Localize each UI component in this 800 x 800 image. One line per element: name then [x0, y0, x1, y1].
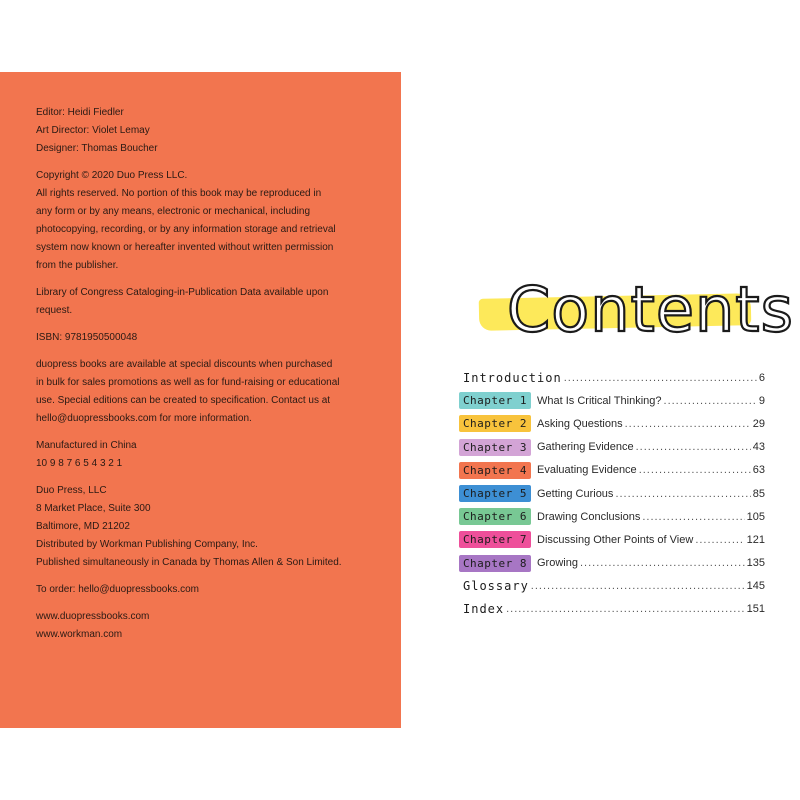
chapter-chip: Chapter 1 [459, 392, 531, 409]
dot-leader [615, 488, 750, 500]
chapter-title: Gathering Evidence [537, 441, 634, 454]
publisher-address [36, 482, 381, 572]
chapter-chip: Chapter 3 [459, 439, 531, 456]
page-number: 121 [746, 533, 765, 546]
page-number: 105 [746, 510, 765, 523]
chapter-title: Discussing Other Points of View [537, 533, 694, 546]
page-number: 135 [746, 557, 765, 570]
page-number: 85 [752, 487, 765, 500]
toc-row [459, 598, 765, 621]
print-line: 10 9 8 7 6 5 4 3 2 1 [36, 458, 123, 469]
isbn [36, 329, 381, 347]
section-label: Glossary [463, 579, 529, 594]
page-number: 43 [752, 441, 765, 454]
editor-credit: Editor: Heidi Fiedler [36, 107, 124, 118]
page-number: 29 [752, 417, 765, 430]
websites [36, 608, 381, 644]
copyright-line: from the publisher. [36, 260, 119, 271]
address-line: Published simultaneously in Canada by Thomas Allen & Son Limited. [36, 557, 342, 568]
dot-leader [580, 557, 745, 569]
cataloging-line: Library of Congress Cataloging-in-Publication Data available upon [36, 287, 329, 298]
toc-row [459, 436, 765, 459]
dot-leader [506, 603, 745, 615]
sales-line: duopress books are available at special discounts when purchased [36, 359, 333, 370]
address-line: Distributed by Workman Publishing Company, Inc. [36, 539, 258, 550]
page-number: 145 [746, 580, 765, 593]
website-link: www.workman.com [36, 629, 123, 640]
isbn-line: ISBN: 9781950500048 [36, 332, 138, 343]
dot-leader [564, 372, 757, 384]
toc-row [459, 528, 765, 551]
address-line: 8 Market Place, Suite 300 [36, 503, 151, 514]
copyright-line: Copyright © 2020 Duo Press LLC. [36, 170, 188, 181]
page-number: 63 [752, 464, 765, 477]
sales-line: hello@duopressbooks.com for more information. [36, 413, 252, 424]
chapter-chip: Chapter 2 [459, 415, 531, 432]
sales-line: use. Special editions can be created to specification. Contact us at [36, 395, 331, 406]
toc-row [459, 552, 765, 575]
page-title: Contents [507, 273, 794, 346]
chapter-chip: Chapter 4 [459, 462, 531, 479]
section-label: Introduction [463, 370, 562, 385]
chapter-chip: Chapter 5 [459, 485, 531, 502]
copyright-line: All rights reserved. No portion of this book may be reproduced in [36, 188, 322, 199]
dot-leader [695, 534, 744, 546]
copyright-line: system now known or hereafter invented without written permission [36, 242, 334, 253]
chapter-title: Growing [537, 557, 578, 570]
copyright-line: any form or by any means, electronic or mechanical, including [36, 206, 311, 217]
chapter-chip: Chapter 7 [459, 531, 531, 548]
table-of-contents [459, 366, 765, 621]
dot-leader [625, 418, 751, 430]
toc-row [459, 505, 765, 528]
contents-heading [473, 270, 794, 350]
cataloging-notice [36, 284, 381, 320]
chapter-title: Getting Curious [537, 487, 614, 500]
chapter-title: Drawing Conclusions [537, 510, 641, 523]
dot-leader [636, 441, 751, 453]
chapter-chip: Chapter 6 [459, 508, 531, 525]
contents-page [401, 0, 800, 800]
credits-block [36, 104, 381, 653]
dot-leader [664, 395, 757, 407]
dot-leader [639, 464, 751, 476]
toc-row [459, 575, 765, 598]
toc-row [459, 366, 765, 389]
dot-leader [531, 580, 745, 592]
toc-row [459, 412, 765, 435]
chapter-title: What Is Critical Thinking? [537, 394, 662, 407]
copyright-line: photocopying, recording, or by any information storage and retrieval [36, 224, 336, 235]
toc-row [459, 389, 765, 412]
order-info [36, 581, 381, 599]
art-director-credit: Art Director: Violet Lemay [36, 125, 150, 136]
website-link: www.duopressbooks.com [36, 611, 150, 622]
manufactured-line: Manufactured in China [36, 440, 137, 451]
chapter-chip: Chapter 8 [459, 555, 531, 572]
manufacturing-info [36, 437, 381, 473]
cataloging-line: request. [36, 305, 73, 316]
address-line: Baltimore, MD 21202 [36, 521, 130, 532]
copyright-page [0, 72, 401, 728]
order-line: To order: hello@duopressbooks.com [36, 584, 200, 595]
chapter-title: Asking Questions [537, 417, 623, 430]
page-number: 151 [746, 603, 765, 616]
toc-row [459, 482, 765, 505]
dot-leader [642, 511, 744, 523]
chapter-title: Evaluating Evidence [537, 464, 637, 477]
page-number: 6 [758, 371, 765, 384]
special-sales-notice [36, 356, 381, 428]
copyright-notice [36, 167, 381, 275]
sales-line: in bulk for sales promotions as well as for fund-raising or educational [36, 377, 340, 388]
staff-credits [36, 104, 381, 158]
designer-credit: Designer: Thomas Boucher [36, 143, 158, 154]
toc-row [459, 459, 765, 482]
address-line: Duo Press, LLC [36, 485, 107, 496]
section-label: Index [463, 602, 505, 617]
page-number: 9 [758, 394, 765, 407]
